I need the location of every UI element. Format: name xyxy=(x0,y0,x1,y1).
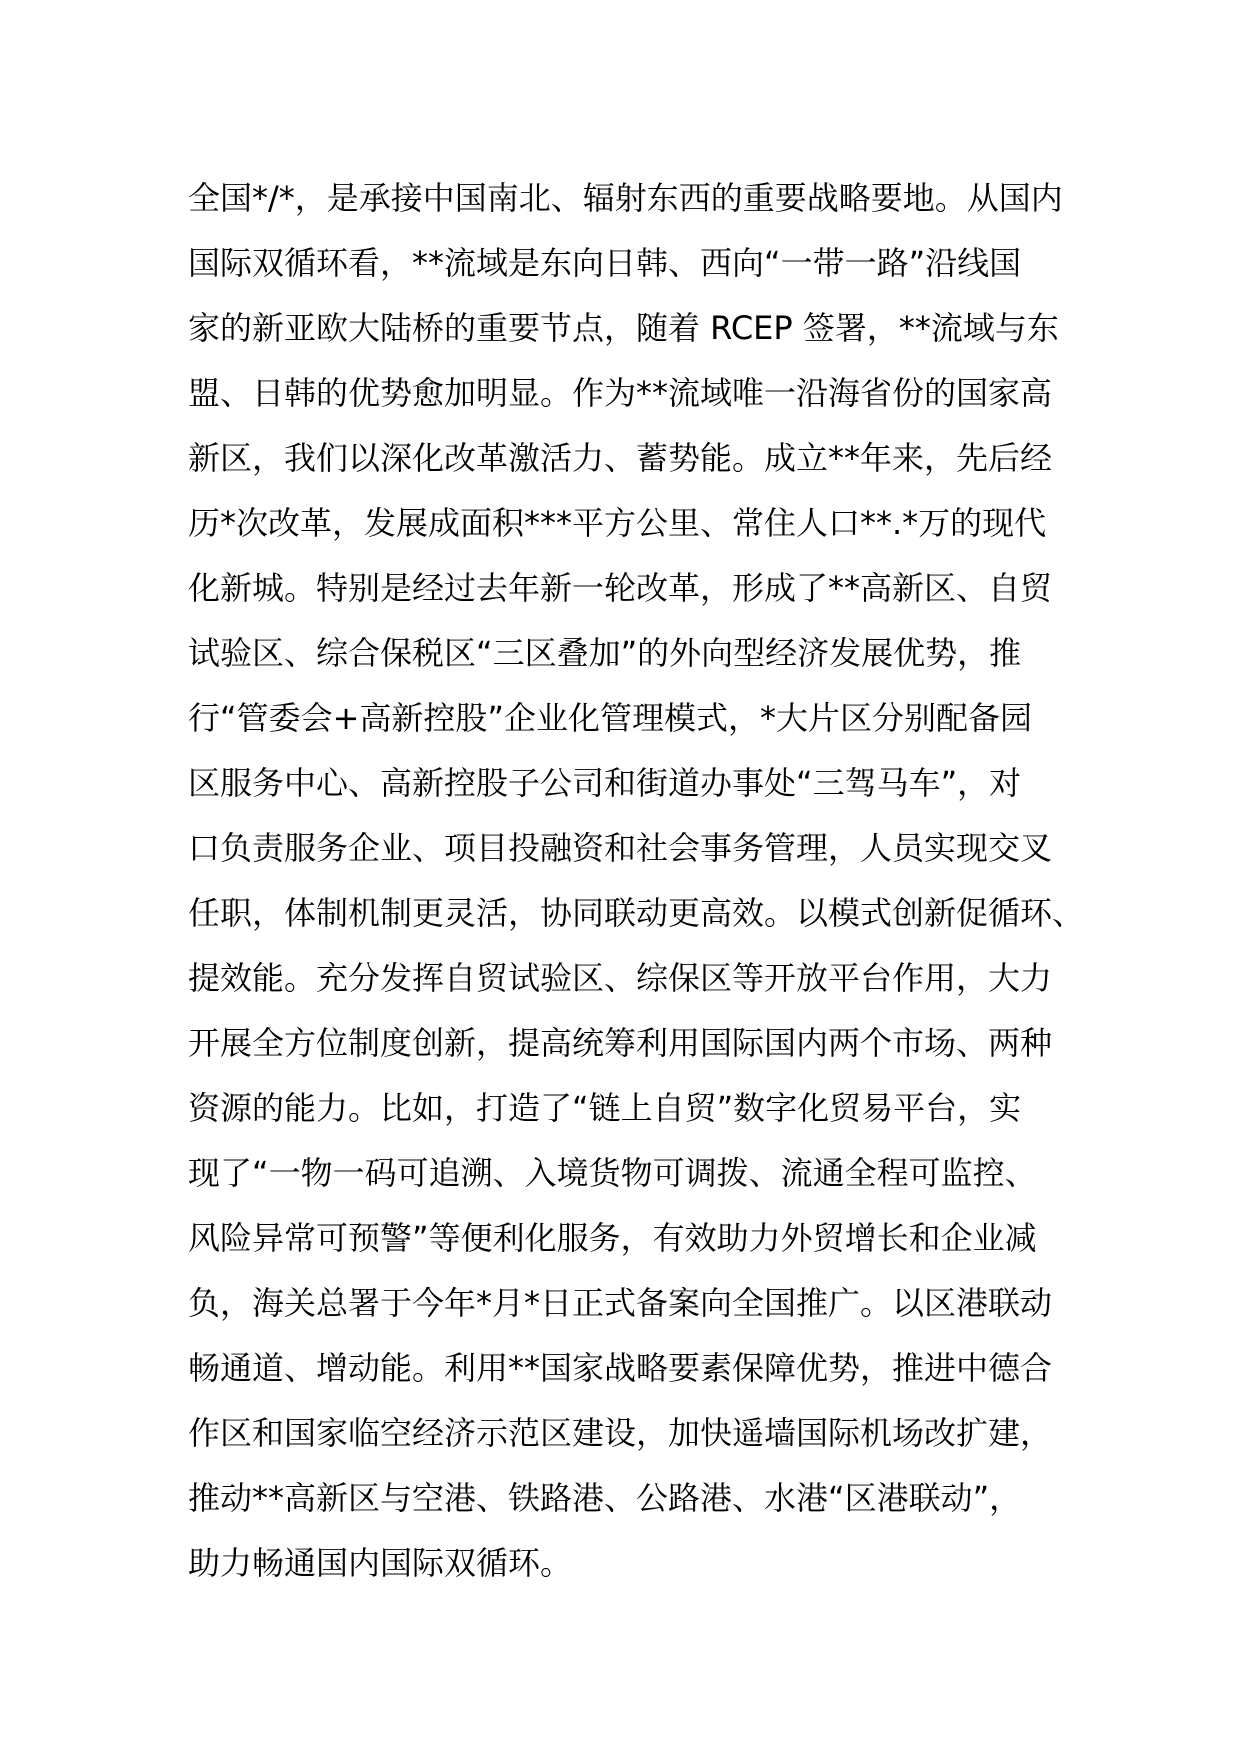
text-line: 作区和国家临空经济示范区建设，加快遥墙国际机场改扩建， xyxy=(188,1414,1053,1452)
text-line: 区服务中心、高新控股子公司和街道办事处“三驾马车”，对 xyxy=(188,764,1022,802)
text-line: 推动**高新区与空港、铁路港、公路港、水港“区港联动”， xyxy=(188,1479,1022,1517)
text-line: 新区，我们以深化改革激活力、蓄势能。成立**年来，先后经 xyxy=(188,439,1053,477)
text-line: 开展全方位制度创新，提高统筹利用国际国内两个市场、两种 xyxy=(188,1024,1053,1062)
text-line: 资源的能力。比如，打造了“链上自贸”数字化贸易平台，实 xyxy=(188,1089,1022,1127)
text-line: 全国*/*，是承接中国南北、辐射东西的重要战略要地。从国内 xyxy=(188,179,1063,217)
text-line: 畅通道、增动能。利用**国家战略要素保障优势，推进中德合 xyxy=(188,1349,1053,1387)
text-line: 任职，体制机制更灵活，协同联动更高效。以模式创新促循环、 xyxy=(188,894,1085,932)
text-line: 化新城。特别是经过去年新一轮改革，形成了**高新区、自贸 xyxy=(188,569,1053,607)
text-line: 盟、日韩的优势愈加明显。作为**流域唯一沿海省份的国家高 xyxy=(188,374,1053,412)
text-line: 风险异常可预警”等便利化服务，有效助力外贸增长和企业减 xyxy=(188,1219,1037,1257)
text-line: 行“管委会+高新控股”企业化管理模式，*大片区分别配备园 xyxy=(188,699,1032,737)
text-line: 国际双循环看，**流域是东向日韩、西向“一带一路”沿线国 xyxy=(188,244,1022,282)
text-line: 家的新亚欧大陆桥的重要节点，随着 RCEP 签署，**流域与东 xyxy=(188,309,1059,347)
text-line: 负，海关总署于今年*月*日正式备案向全国推广。以区港联动 xyxy=(188,1284,1053,1322)
text-line: 历*次改革，发展成面积***平方公里、常住人口**.*万的现代 xyxy=(188,504,1047,542)
text-line: 口负责服务企业、项目投融资和社会事务管理，人员实现交叉 xyxy=(188,829,1053,867)
text-line: 助力畅通国内国际双循环。 xyxy=(188,1544,573,1582)
body-paragraph xyxy=(188,166,1088,1596)
text-line: 试验区、综合保税区“三区叠加”的外向型经济发展优势，推 xyxy=(188,634,1022,672)
text-line: 提效能。充分发挥自贸试验区、综保区等开放平台作用，大力 xyxy=(188,959,1053,997)
text-line: 现了“一物一码可追溯、入境货物可调拨、流通全程可监控、 xyxy=(188,1154,1037,1192)
